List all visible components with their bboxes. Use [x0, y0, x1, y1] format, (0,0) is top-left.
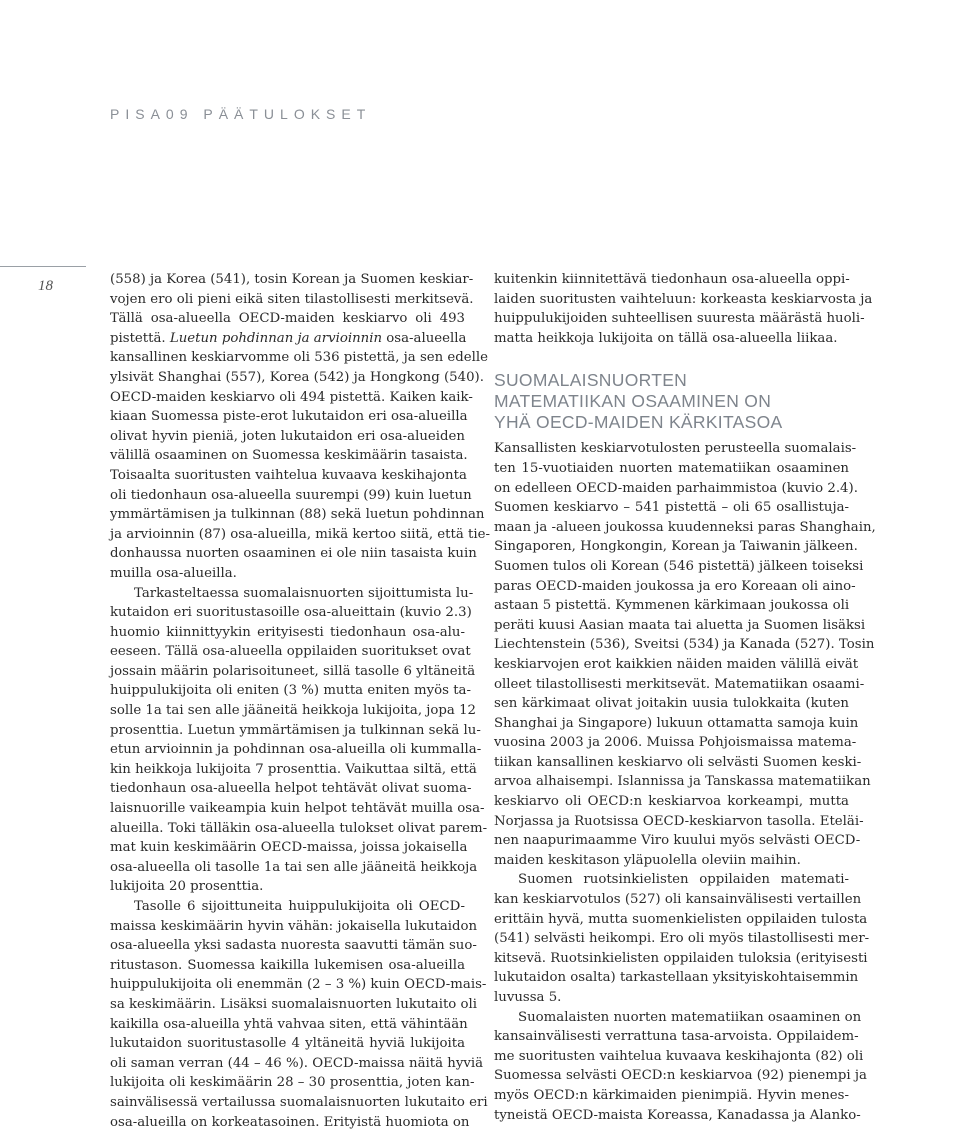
- text-line: kansallinen keskiarvomme oli 536 pistettä, ja sen edelle: [110, 350, 489, 366]
- text-line: maissa keskimäärin hyvin vähän: jokaisella lukutaidon: [110, 918, 478, 934]
- text-line: osa-alueella yksi sadasta nuoresta saavutti tämän suo-: [110, 938, 477, 954]
- text-line: ymmärtämisen ja tulkinnan (88) sekä luetun pohdinnan: [110, 507, 485, 523]
- text-line: Tarkasteltaessa suomalaisnuorten sijoittumista lu-: [134, 585, 474, 601]
- text-line: (558) ja Korea (541), tosin Korean ja Suomen keskiar-: [110, 272, 474, 287]
- text-line: Singaporen, Hongkongin, Korean ja Taiwanin jälkeen.: [494, 539, 858, 555]
- text-line: oli saman verran (44 – 46 %). OECD-maissa näitä hyviä: [110, 1055, 484, 1071]
- text-line: pistettä. Luetun pohdinnan ja arvioinnin osa-alueella: [110, 330, 467, 346]
- text-line: lukijoita 20 prosenttia.: [110, 879, 264, 895]
- text-line: tiedonhaun osa-alueella helpot tehtävät olivat suoma-: [110, 781, 472, 797]
- text-line: Kansallisten keskiarvotulosten perusteella suomalais-: [494, 441, 857, 457]
- section-heading-line: MATEMATIIKAN OSAAMINEN ON: [494, 391, 772, 412]
- text-line: Suomen keskiarvo – 541 pistettä – oli 65 osallistuja-: [494, 500, 849, 516]
- text-line: erittäin hyvä, mutta suomenkielisten oppilaiden tulosta: [494, 911, 868, 927]
- text-line: nen naapurimaamme Viro kuului myös selvästi OECD-: [494, 833, 861, 849]
- text-line: vuosina 2003 ja 2006. Muissa Pohjoismaissa matema-: [494, 735, 857, 751]
- text-line: mat kuin keskimäärin OECD-maissa, joissa jokaisella: [110, 840, 468, 856]
- text-line: tyneistä OECD-maista Koreassa, Kanadassa ja Alanko-: [494, 1107, 861, 1123]
- text-line: Tällä osa-alueella OECD-maiden keskiarvo oli 493: [110, 311, 465, 327]
- text-line: matta heikkoja lukijoita on tällä osa-alueella liikaa.: [494, 330, 838, 346]
- text-line: Liechtenstein (536), Sveitsi (534) ja Kanada (527). Tosin: [494, 637, 875, 653]
- text-line: luvussa 5.: [494, 990, 562, 1005]
- text-line: jossain määrin polarisoituneet, sillä tasolle 6 yltäneitä: [110, 663, 476, 679]
- text-line: osa-alueilla on korkeatasoinen. Erityistä huomiota on: [110, 1114, 470, 1130]
- text-line: kaikilla osa-alueilla yhtä vahvaa siten, että vähintään: [110, 1016, 468, 1032]
- text-line: lukutaidon osalta) tarkastellaan yksityiskohtaisemmin: [494, 970, 859, 986]
- text-line: ten 15-vuotiaiden nuorten matematiikan osaaminen: [494, 460, 849, 476]
- text-line: prosenttia. Luetun ymmärtämisen ja tulkinnan sekä lu-: [110, 722, 481, 738]
- text-line: osa-alueella oli tasolle 1a tai sen alle jääneitä heikkoja: [110, 859, 478, 875]
- text-line: arvoa alhaisempi. Islannissa ja Tanskassa matematiikan: [494, 774, 871, 790]
- text-line: huippulukijoita oli eniten (3 %) mutta eniten myös ta-: [110, 683, 471, 699]
- text-line: sainvälisessä vertailussa suomalaisnuorten lukutaito eri: [110, 1094, 488, 1110]
- text-line: (541) selvästi heikompi. Ero oli myös tilastollisesti mer-: [494, 931, 870, 947]
- right-column: [494, 270, 876, 1125]
- text-line: astaan 5 pistettä. Kymmenen kärkimaan joukossa oli: [494, 598, 850, 614]
- text-line: Suomen ruotsinkielisten oppilaiden matemati-: [518, 872, 849, 888]
- section-heading-line: YHÄ OECD-MAIDEN KÄRKITASOA: [494, 412, 783, 433]
- text-line: olivat hyvin pieniä, joten lukutaidon eri osa-alueiden: [110, 428, 465, 444]
- text-line: donhaussa nuorten osaaminen ei ole niin tasaista kuin: [110, 546, 477, 562]
- left-column: [110, 270, 490, 1132]
- text-line: keskiarvojen erot kaikkien näiden maiden välillä eivät: [494, 656, 859, 672]
- text-line: tiikan kansallinen keskiarvo oli selvästi Suomen keski-: [494, 754, 862, 770]
- text-line: ja arvioinnin (87) osa-alueilla, mikä kertoo siitä, että tie-: [110, 526, 490, 542]
- text-line: huippulukijoiden suhteellisen suuresta määrästä huoli-: [494, 311, 865, 327]
- text-line: on edelleen OECD-maiden parhaimmistoa (kuvio 2.4).: [494, 480, 858, 496]
- text-line: lukijoita oli keskimäärin 28 – 30 prosenttia, joten kan-: [110, 1075, 475, 1091]
- text-line: eeseen. Tällä osa-alueella oppilaiden suoritukset ovat: [110, 644, 471, 660]
- text-line: Toisaalta suoritusten vaihtelua kuvaava keskihajonta: [110, 467, 467, 483]
- text-fragment: pistettä.: [110, 330, 170, 346]
- text-line: maiden keskitason yläpuolella oleviin maihin.: [494, 852, 801, 868]
- text-line: paras OECD-maiden joukossa ja ero Koreaan oli aino-: [494, 578, 856, 594]
- text-line: Suomalaisten nuorten matematiikan osaaminen on: [518, 1009, 862, 1025]
- text-line: etun arvioinnin ja pohdinnan osa-alueilla oli kummalla-: [110, 742, 482, 758]
- text-line: kuitenkin kiinnitettävä tiedonhaun osa-alueella oppi-: [494, 272, 850, 287]
- text-line: muilla osa-alueilla.: [110, 565, 237, 581]
- text-line: vojen ero oli pieni eikä siten tilastollisesti merkitsevä.: [110, 291, 474, 307]
- text-line: Tasolle 6 sijoittuneita huippulukijoita oli OECD-: [134, 899, 465, 914]
- text-line: Norjassa ja Ruotsissa OECD-keskiarvon tasolla. Eteläi-: [494, 813, 864, 829]
- text-line: kin heikkoja lukijoita 7 prosenttia. Vaikuttaa siltä, että: [110, 761, 477, 777]
- text-line: välillä osaaminen on Suomessa keskimäärin tasaista.: [110, 448, 468, 464]
- text-line: oli tiedonhaun osa-alueella suurempi (99) kuin luetun: [110, 487, 472, 503]
- text-line: alueilla. Toki tälläkin osa-alueella tulokset olivat parem-: [110, 820, 488, 836]
- text-line: peräti kuusi Aasian maata tai aluetta ja Suomen lisäksi: [494, 617, 866, 633]
- text-line: kutaidon eri suoritustasoille osa-alueittain (kuvio 2.3): [110, 605, 472, 621]
- text-line: myös OECD:n kärkimaiden pienimpiä. Hyvin menes-: [494, 1087, 849, 1103]
- page-number: 18: [38, 278, 53, 294]
- text-line: Shanghai ja Singapore) lukuun ottamatta samoja kuin: [494, 715, 859, 731]
- text-line: kiaan Suomessa piste-erot lukutaidon eri osa-alueilla: [110, 409, 468, 425]
- text-line: sen kärkimaat olivat joitakin uusia tulokkaita (kuten: [494, 696, 849, 712]
- text-line: huippulukijoita oli enemmän (2 – 3 %) kuin OECD-mais-: [110, 977, 487, 993]
- italic-subheading: Luetun pohdinnan ja arvioinnin: [169, 330, 383, 346]
- text-line: sa keskimäärin. Lisäksi suomalaisnuorten lukutaito oli: [110, 996, 478, 1012]
- text-line: ritustason. Suomessa kaikilla lukemisen osa-alueilla: [110, 957, 465, 973]
- text-line: me suoritusten vaihtelua kuvaava keskihajonta (82) oli: [494, 1048, 864, 1064]
- text-line: olleet tilastollisesti merkitsevät. Matematiikan osaami-: [494, 676, 865, 692]
- text-line: lukutaidon suoritustasolle 4 yltäneitä hyviä lukijoita: [110, 1036, 465, 1052]
- text-line: ylsivät Shanghai (557), Korea (542) ja Hongkong (540).: [110, 369, 484, 385]
- running-header: PISA09 PÄÄTULOKSET: [110, 106, 372, 122]
- margin-rule: [0, 266, 86, 267]
- text-line: kansainvälisesti verrattuna tasa-arvoista. Oppilaidem-: [494, 1029, 859, 1045]
- text-line: huomio kiinnittyykin erityisesti tiedonhaun osa-alu-: [110, 624, 465, 640]
- text-line: solle 1a tai sen alle jääneitä heikkoja lukijoita, jopa 12: [110, 703, 476, 719]
- section-heading: [494, 370, 849, 433]
- text-line: kitsevä. Ruotsinkielisten oppilaiden tuloksia (erityisesti: [494, 950, 868, 966]
- text-line: OECD-maiden keskiarvo oli 494 pistettä. Kaiken kaik-: [110, 389, 473, 405]
- text-line: laiden suoritusten vaihteluun: korkeasta keskiarvosta ja: [494, 291, 873, 307]
- text-line: laisnuorille vaikeampia kuin helpot tehtävät muilla osa-: [110, 801, 485, 817]
- text-line: Suomessa selvästi OECD:n keskiarvoa (92) pienempi ja: [494, 1068, 867, 1084]
- text-line: keskiarvo oli OECD:n keskiarvoa korkeampi, mutta: [494, 794, 849, 810]
- section-heading-line: SUOMALAISNUORTEN: [494, 370, 688, 391]
- text-line: kan keskiarvotulos (527) oli kansainvälisesti vertaillen: [494, 892, 862, 908]
- text-line: maan ja -alueen joukossa kuudenneksi paras Shanghain,: [494, 519, 876, 535]
- text-line: Suomen tulos oli Korean (546 pistettä) jälkeen toiseksi: [494, 558, 864, 574]
